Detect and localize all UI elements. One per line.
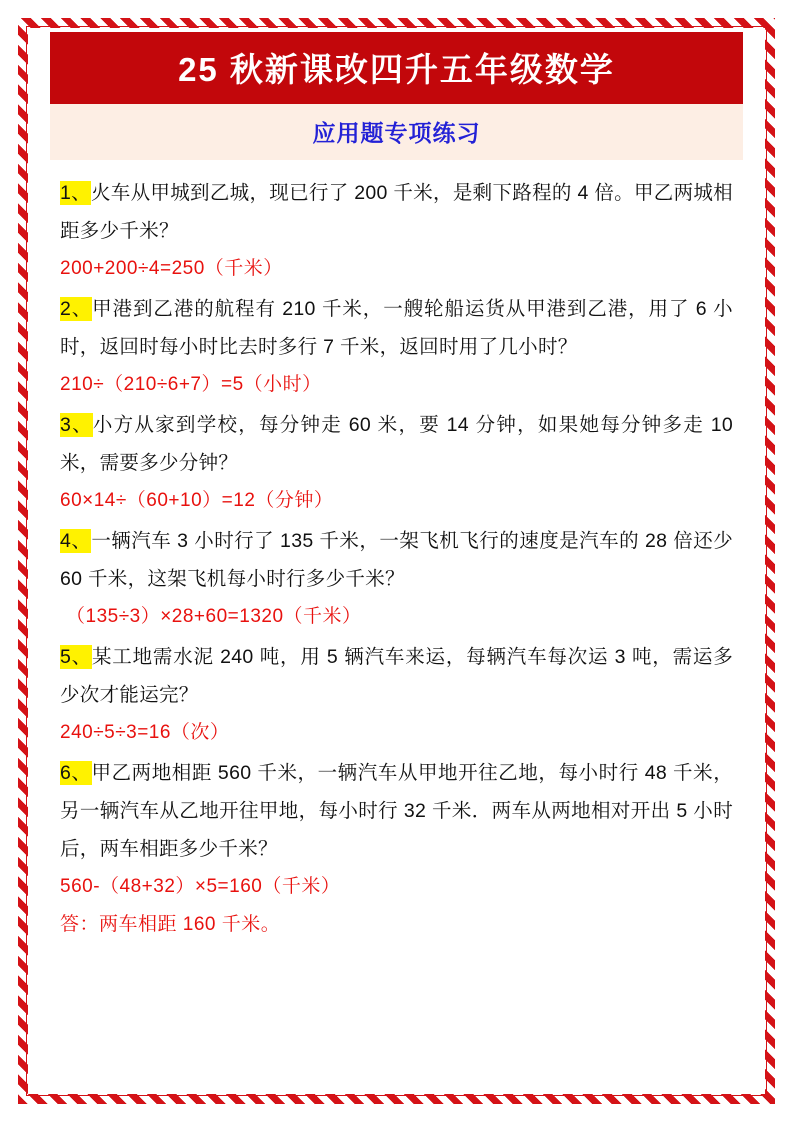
page-subtitle — [50, 104, 743, 160]
question-body: 甲港到乙港的航程有 210 千米，一艘轮船运货从甲港到乙港，用了 6 小时，返回时每小时比去时多行 7 千米，返回时用了几小时？ — [60, 298, 733, 358]
page-subtitle-text: 应用题专项练习 — [312, 120, 481, 146]
question-answer: 200+200÷4=250（千米） — [60, 258, 283, 279]
question-item — [60, 754, 733, 944]
question-body: 甲乙两地相距 560 千米，一辆汽车从甲地开往乙地，每小时行 48 千米，另一辆汽车从乙地开往甲地，每小时行 32 千米．两车从两地相对开出 5 小时后，两车相距多少千米？ — [60, 762, 733, 860]
question-number: 6、 — [60, 762, 92, 784]
document-content — [34, 32, 759, 944]
question-text — [60, 174, 733, 250]
question-item — [60, 406, 733, 520]
question-item — [60, 174, 733, 288]
question-body: 火车从甲城到乙城，现已行了 200 千米，是剩下路程的 4 倍。甲乙两城相距多少千米？ — [60, 182, 733, 242]
question-number: 1、 — [60, 182, 91, 204]
question-item — [60, 638, 733, 752]
question-body: 小方从家到学校，每分钟走 60 米，要 14 分钟，如果她每分钟多走 10 米，需要多少分钟？ — [60, 414, 733, 474]
question-body: 一辆汽车 3 小时行了 135 千米，一架飞机飞行的速度是汽车的 28 倍还少 60 千米，这架飞机每小时行多少千米？ — [60, 530, 734, 590]
question-item — [60, 522, 733, 636]
question-text — [60, 522, 733, 598]
question-text — [60, 754, 733, 868]
question-answer: 210÷（210÷6+7）=5（小时） — [60, 374, 322, 395]
question-answer: 60×14÷（60+10）=12（分钟） — [60, 490, 334, 511]
question-answer: （135÷3）×28+60=1320（千米） — [66, 606, 362, 627]
question-text — [60, 406, 733, 482]
question-number: 4、 — [60, 530, 92, 552]
question-final-answer: 答：两车相距 160 千米。 — [60, 914, 281, 935]
questions-list — [34, 160, 759, 944]
page-title: 25 秋新课改四升五年级数学 — [50, 32, 743, 104]
question-body: 某工地需水泥 240 吨，用 5 辆汽车来运，每辆汽车每次运 3 吨，需运多少次才能运完？ — [60, 646, 733, 706]
question-number: 2、 — [60, 298, 93, 320]
question-answer: 560-（48+32）×5=160（千米） — [60, 876, 341, 897]
question-answer: 240÷5÷3=16（次） — [60, 722, 230, 743]
question-text — [60, 638, 733, 714]
question-number: 5、 — [60, 646, 92, 668]
question-number: 3、 — [60, 414, 93, 436]
question-text — [60, 290, 733, 366]
question-item — [60, 290, 733, 404]
